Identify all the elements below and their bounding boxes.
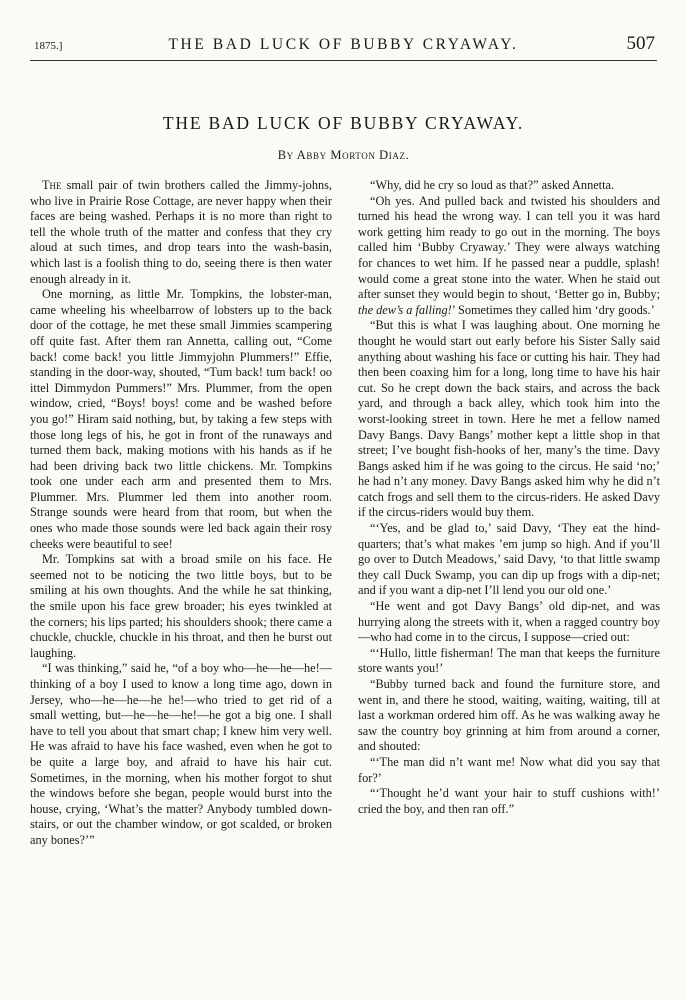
paragraph-lead: The [42,178,62,192]
article-title: THE BAD LUCK OF BUBBY CRYAWAY. [162,113,525,133]
right-column [358,178,660,817]
paragraph: “But this is what I was laughing about. One morning he thought he would start out early before his Sister Sally said anything about washing his face or cutting his hair. They had then been coaxing him for a long, long time to have his hair cut. So he crept down the back stairs, and across the back yard, and through a back alley, which took him into the worst-looking street in town. Here he met a fellow named Davy Bangs. Davy Bangs’ mother kept a little shop in that street; I’ve bought fish-hooks of her, many’s the time. Davy Bangs asked him if he was going to the circus. He said ‘no;’ he had n’t any money. Davy Bangs asked him why he did n’t catch frogs and sell them to the circus-riders. He asked Davy if the circus-riders would buy them. [358,318,660,520]
byline [0,148,687,163]
running-head-title: THE BAD LUCK OF BUBBY CRYAWAY. [168,36,519,53]
paragraph: “‘Hullo, little fisherman! The man that keeps the furniture store wants you!’ [358,645,660,676]
paragraph: “‘The man did n’t want me! Now what did you say that for?’ [358,754,660,785]
paragraph-text: “Oh yes. And pulled back and twisted his shoulders and turned his head the wrong way. I can tell you it was hard work getting him ready to go out in the morning. The boys called him ‘Bubby Cryaway.’ They were always watching for chances to wet him. If he passed near a puddle, splash! would come a great stone into the water. When he staid out after sunset they would begin to shout, ‘Better go in, Bubby; [358,193,660,302]
byline-prefix: By [277,148,297,162]
running-head-year: 1875.] [34,40,63,52]
paragraph-italic: the dew’s a falling! [358,302,452,317]
paragraph: “He went and got Davy Bangs’ old dip-net, and was hurrying along the streets with it, when a ragged country boy—who had come in to the circus, I suppose—cried out: [358,599,660,645]
paragraph-text-after: ’ Sometimes they called him ‘dry goods.’ [451,302,655,317]
paragraph: One morning, as little Mr. Tompkins, the lobster-man, came wheeling his wheelbarrow of lobsters up to the back door of the cottage, he met these small Jimmies scampering off quite fast. After them ran Annetta, calling out, “Come back! come back! you little Jimmyjohn Plummers!” Effie, standing in the door-way, shouted, “Tum back! tum back! oo ittel Dimmydon Pummers!” Mrs. Plummer, from the open window, cried, “Boys! boys! come and be washed before you go!” Hiram said nothing, but, by taking a few steps with those long legs of his, he got in front of the runaways and turned them back, making motions with his hands as if he had been driving back two little chickens. Mr. Tompkins took one under each arm and presented them to Mrs. Plummer. Mrs. Plummer led them into another room. Strange sounds were heard from that room, but when the ones who made those sounds were led back again their rosy cheeks were beautiful to see! [30,287,332,551]
left-column [30,178,332,849]
paragraph: “‘Thought he’d want your hair to stuff cushions with!’ cried the boy, and then ran off.” [358,786,660,816]
paragraph: Mr. Tompkins sat with a broad smile on his face. He seemed not to be noticing the two little boys, but to be smiling at his own thoughts. And the while he sat thinking, the smile upon his face grew broader; his eyes twinkled at the corners; his lips parted; his shoulders shook; there came a chuckle, chuckle, chuckle in his throat, and then he burst out laughing. [30,552,332,660]
paragraph-text: small pair of twin brothers called the Jimmy-johns, who live in Prairie Rose Cottage, are never happy when their faces are being washed. Perhaps it is no more than right to tell the whole truth of the matter and confess that they cry aloud at such times, and drop tears into the wash-basin, which last is a foolish thing to do, seeing there is then water enough already in it. [30,178,332,286]
page-number: 507 [626,33,655,54]
paragraph [30,178,332,287]
paragraph: “I was thinking,” said he, “of a boy who—he—he—he!—thinking of a boy I used to know a long time ago, down in Jersey, who—he—he—he he!—who tried to get rid of a small wetting, but—he—he—he!—he got a big one. I shall have to tell you about that smart chap; I knew him very well. He was afraid to have his face washed, even when he got to be quite a large boy, and afraid to have his hair cut. Sometimes, in the morning, when his mother forgot to shut the windows before she began, people would burst into the house, crying, ‘What’s the matter? Anybody tumbled down-stairs, or out the chamber window, or got scalded, or broken any bones?’” [30,661,332,847]
paragraph: “Bubby turned back and found the furniture store, and went in, and there he stood, waiting, waiting, waiting, till at last a workman ordered him off. As he was walking away he saw the country boy grinning at him from around a corner, and shouted: [358,677,660,754]
paragraph [358,194,660,319]
paragraph: “‘Yes, and be glad to,’ said Davy, ‘They eat the hind-quarters; that’s what makes ’em jump so high. And if you’ll go over to Dutch Meadows,’ said Davy, ‘to that little swamp they call Duck Swamp, you can dip up frogs with a dip-net; and if you want a dip-net I’ll lend you our old one.’ [358,521,660,598]
paragraph: “Why, did he cry so loud as that?” asked Annetta. [370,178,615,192]
running-head [30,30,657,61]
author-name: Abby Morton Diaz. [296,148,410,162]
